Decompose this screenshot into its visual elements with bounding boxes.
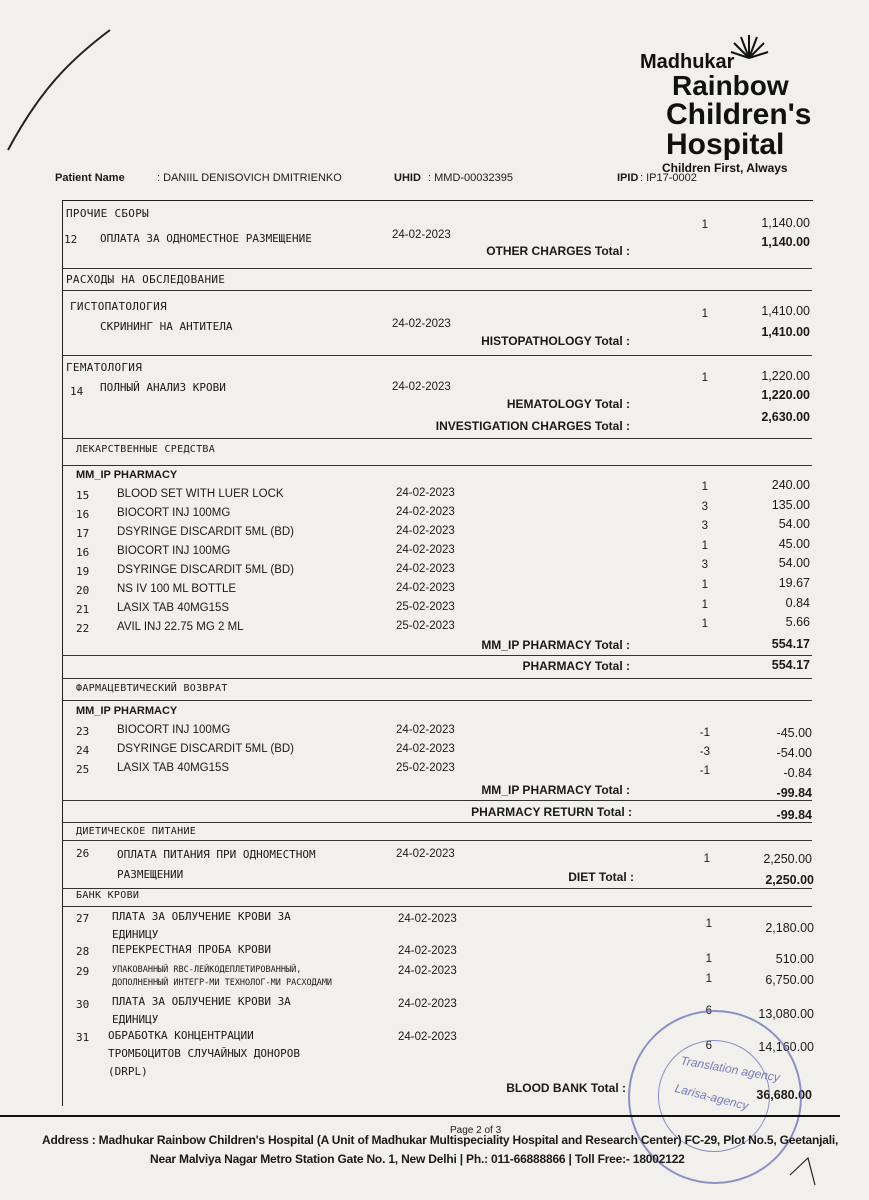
patient-name-value: : DANIIL DENISOVICH DMITRIENKO (157, 172, 342, 184)
row-divider (62, 700, 812, 701)
row-date: 24-02-2023 (398, 998, 457, 1010)
row-description-cont: ЕДИНИЦУ (112, 1013, 159, 1026)
row-divider (62, 268, 812, 269)
row-qty: 1 (701, 308, 708, 320)
row-description: BLOOD SET WITH LUER LOCK (117, 488, 284, 500)
row-number: 21 (76, 603, 90, 616)
row-date: 24-02-2023 (396, 544, 455, 556)
row-number: 16 (76, 508, 90, 521)
row-qty: 1 (701, 219, 708, 231)
row-qty: 1 (705, 973, 712, 985)
row-divider (62, 355, 812, 356)
row-amount: 6,750.00 (765, 973, 814, 987)
row-description: ПЛАТА ЗА ОБЛУЧЕНИЕ КРОВИ ЗА (112, 995, 291, 1008)
stamp-text: Larisa-agency (673, 1081, 750, 1113)
blood-bank-total: 36,680.00 (756, 1088, 812, 1102)
row-description: DSYRINGE DISCARDIT 5ML (BD) (117, 564, 294, 576)
row-description: BIOCORT INJ 100MG (117, 545, 231, 557)
row-number: 15 (76, 489, 90, 502)
row-amount: 13,080.00 (758, 1007, 814, 1021)
row-divider (62, 840, 812, 841)
row-number: 16 (76, 546, 90, 559)
uhid-label: UHID (394, 172, 421, 184)
diet-total: 2,250.00 (765, 873, 814, 887)
return-mmip-total-label: MM_IP PHARMACY Total : (481, 783, 630, 797)
row-qty: 3 (701, 501, 708, 513)
stamp-text: Translation agency (679, 1053, 781, 1085)
row-date: 24-02-2023 (396, 848, 455, 860)
row-qty: -1 (699, 765, 710, 777)
row-amount: 54.00 (778, 517, 810, 531)
other-charges-total-label: OTHER CHARGES Total : (486, 244, 630, 258)
hospital-logo (640, 52, 812, 174)
row-amount: 0.84 (785, 596, 810, 610)
row-amount: 1,410.00 (761, 304, 810, 318)
row-date: 24-02-2023 (396, 525, 455, 537)
row-date: 24-02-2023 (398, 965, 457, 977)
row-date: 24-02-2023 (398, 913, 457, 925)
row-amount: 2,250.00 (763, 852, 812, 866)
row-description: LASIX TAB 40MG15S (117, 762, 230, 774)
row-number: 22 (76, 622, 90, 635)
row-amount: -0.84 (783, 766, 812, 780)
row-date: 24-02-2023 (392, 229, 451, 241)
row-description: ОПЛАТА ЗА ОДНОМЕСТНОЕ РАЗМЕЩЕНИЕ (100, 232, 312, 245)
row-number: 29 (76, 965, 90, 978)
row-amount: 510.00 (775, 952, 814, 966)
logo-line-4: Hospital (666, 128, 785, 161)
row-amount: 1,140.00 (761, 216, 810, 230)
row-description: ПОЛНЫЙ АНАЛИЗ КРОВИ (100, 381, 226, 394)
section-title-histopathology: ГИСТОПАТОЛОГИЯ (70, 300, 167, 313)
row-description: ОБРАБОТКА КОНЦЕНТРАЦИИ (108, 1029, 254, 1042)
row-date: 24-02-2023 (396, 724, 455, 736)
pharmacy-total: 554.17 (771, 658, 810, 672)
row-qty: 1 (701, 481, 708, 493)
row-date: 24-02-2023 (398, 1031, 457, 1043)
diet-total-label: DIET Total : (568, 870, 634, 884)
row-divider (62, 822, 812, 823)
logo-line-1: Madhukar (640, 51, 735, 73)
row-description-cont: ТРОМБОЦИТОВ СЛУЧАЙНЫХ ДОНОРОВ (108, 1047, 301, 1060)
row-description-cont: ЕДИНИЦУ (112, 928, 159, 941)
row-description: AVIL INJ 22.75 MG 2 ML (117, 621, 244, 633)
row-amount: 240.00 (771, 478, 810, 492)
row-divider (62, 438, 812, 439)
row-amount: 1,220.00 (761, 369, 810, 383)
row-date: 24-02-2023 (392, 318, 451, 330)
footer-divider (0, 1115, 840, 1117)
row-description: ПЛАТА ЗА ОБЛУЧЕНИЕ КРОВИ ЗА (112, 910, 291, 923)
row-qty: 1 (705, 918, 712, 930)
row-description: LASIX TAB 40MG15S (117, 602, 230, 614)
row-divider (62, 655, 812, 656)
row-amount: -54.00 (776, 746, 812, 760)
row-date: 24-02-2023 (396, 506, 455, 518)
row-date: 24-02-2023 (396, 743, 455, 755)
section-title-other: ПРОЧИЕ СБОРЫ (66, 207, 150, 220)
return-mmip-total: -99.84 (776, 786, 812, 800)
section-title-drugs: ЛЕКАРСТВЕННЫЕ СРЕДСТВА (76, 444, 216, 455)
section-title-pharmacy-return: ФАРМАЦЕВТИЧЕСКИЙ ВОЗВРАТ (76, 683, 228, 694)
row-number: 28 (76, 945, 90, 958)
section-title-hematology: ГЕМАТОЛОГИЯ (66, 361, 143, 374)
row-number: 17 (76, 527, 90, 540)
section-title-blood-bank: БАНК КРОВИ (76, 890, 140, 901)
row-description-cont: РАЗМЕЩЕНИИ (117, 868, 184, 881)
row-description: BIOCORT INJ 100MG (117, 507, 231, 519)
row-qty: -1 (699, 727, 710, 739)
investigation-total: 2,630.00 (761, 410, 810, 424)
row-qty: 1 (701, 579, 708, 591)
uhid-value: : MMD-00032395 (428, 172, 513, 184)
row-qty: 1 (701, 618, 708, 630)
row-number: 31 (76, 1031, 90, 1044)
row-date: 24-02-2023 (398, 945, 457, 957)
row-divider (62, 888, 812, 889)
row-number: 27 (76, 912, 90, 925)
row-divider (62, 800, 812, 801)
row-qty: 6 (705, 1005, 712, 1017)
section-title-diet: ДИЕТИЧЕСКОЕ ПИТАНИЕ (76, 826, 197, 837)
row-date: 25-02-2023 (396, 762, 455, 774)
row-qty: 1 (705, 953, 712, 965)
row-number: 14 (70, 385, 84, 398)
other-charges-total: 1,140.00 (761, 235, 810, 249)
row-amount: 135.00 (771, 498, 810, 512)
row-divider (62, 678, 812, 679)
row-description: УПАКОВАННЫЙ RBC-ЛЕЙКОДЕПЛЕТИРОВАННЫЙ, (112, 965, 302, 975)
row-qty: 1 (701, 372, 708, 384)
row-description: NS IV 100 ML BOTTLE (117, 583, 237, 595)
row-date: 25-02-2023 (396, 601, 455, 613)
row-qty: 3 (701, 520, 708, 532)
row-qty: 1 (701, 599, 708, 611)
hematology-total: 1,220.00 (761, 388, 810, 402)
row-divider (62, 465, 812, 466)
row-number: 25 (76, 763, 90, 776)
logo-line-3: Children's (666, 98, 812, 131)
row-divider (62, 290, 812, 291)
investigation-total-label: INVESTIGATION CHARGES Total : (435, 419, 630, 433)
row-amount: -45.00 (776, 726, 812, 740)
row-amount: 14,160.00 (758, 1040, 814, 1054)
pharmacy-return-total-label: PHARMACY RETURN Total : (471, 805, 632, 819)
row-description-cont: (DRPL) (108, 1065, 148, 1078)
histopathology-total-label: HISTOPATHOLOGY Total : (481, 334, 630, 348)
row-qty: -3 (699, 746, 710, 758)
row-description: СКРИНИНГ НА АНТИТЕЛА (100, 320, 233, 333)
row-qty: 6 (705, 1040, 712, 1052)
footer-address-line-1: Address : Madhukar Rainbow Children's Hospital (A Unit of Madhukar Multispeciality Hospital and Research Center) FC-29, Plot No.5, Geetanjali, (42, 1133, 839, 1147)
page-number: Page 2 of 3 (450, 1125, 502, 1136)
return-pharmacy-label: MM_IP PHARMACY (76, 705, 178, 717)
pharmacy-total-label: PHARMACY Total : (522, 659, 630, 673)
row-date: 24-02-2023 (392, 381, 451, 393)
mmip-pharmacy-total: 554.17 (771, 637, 810, 651)
row-date: 24-02-2023 (396, 563, 455, 575)
ipid-value: : IP17-0002 (640, 172, 697, 184)
row-number: 19 (76, 565, 90, 578)
row-qty: 3 (701, 559, 708, 571)
mmip-pharmacy-total-label: MM_IP PHARMACY Total : (481, 638, 630, 652)
row-date: 24-02-2023 (396, 582, 455, 594)
row-number: 24 (76, 744, 90, 757)
blood-bank-total-label: BLOOD BANK Total : (506, 1081, 626, 1095)
row-amount: 2,180.00 (765, 921, 814, 935)
row-number: 20 (76, 584, 90, 597)
row-amount: 19.67 (778, 576, 810, 590)
hematology-total-label: HEMATOLOGY Total : (506, 397, 630, 411)
row-date: 24-02-2023 (396, 487, 455, 499)
logo-tagline: Children First, Always (662, 161, 788, 175)
row-amount: 5.66 (785, 615, 810, 629)
row-description: DSYRINGE DISCARDIT 5ML (BD) (117, 743, 294, 755)
row-description: ОПЛАТА ПИТАНИЯ ПРИ ОДНОМЕСТНОМ (117, 848, 316, 861)
row-divider (62, 906, 812, 907)
section-title-investigation: РАСХОДЫ НА ОБСЛЕДОВАНИЕ (66, 273, 226, 286)
row-qty: 1 (703, 853, 710, 865)
footer-address-line-2: Near Malviya Nagar Metro Station Gate No. 1, New Delhi | Ph.: 011-66888866 | Toll Free:- 18002122 (150, 1152, 685, 1166)
row-amount: 45.00 (778, 537, 810, 551)
histopathology-total: 1,410.00 (761, 325, 810, 339)
row-description: DSYRINGE DISCARDIT 5ML (BD) (117, 526, 294, 538)
row-number: 23 (76, 725, 90, 738)
row-description: ПЕРЕКРЕСТНАЯ ПРОБА КРОВИ (112, 943, 271, 956)
row-number: 30 (76, 998, 90, 1011)
patient-name-label: Patient Name (55, 172, 125, 184)
logo-line-2: Rainbow (672, 70, 789, 101)
row-amount: 54.00 (778, 556, 810, 570)
row-number: 12 (64, 233, 78, 246)
row-date: 25-02-2023 (396, 620, 455, 632)
row-description: BIOCORT INJ 100MG (117, 724, 231, 736)
pharmacy-return-total: -99.84 (776, 808, 812, 822)
row-description-cont: ДОПОЛНЕННЫЙ ИНТЕГР-МИ ТЕХНОЛОГ-МИ РАСХОДАМИ (112, 978, 333, 988)
row-qty: 1 (701, 540, 708, 552)
ipid-label: IPID (617, 172, 639, 184)
pharmacy-label: MM_IP PHARMACY (76, 469, 178, 481)
row-number: 26 (76, 847, 90, 860)
